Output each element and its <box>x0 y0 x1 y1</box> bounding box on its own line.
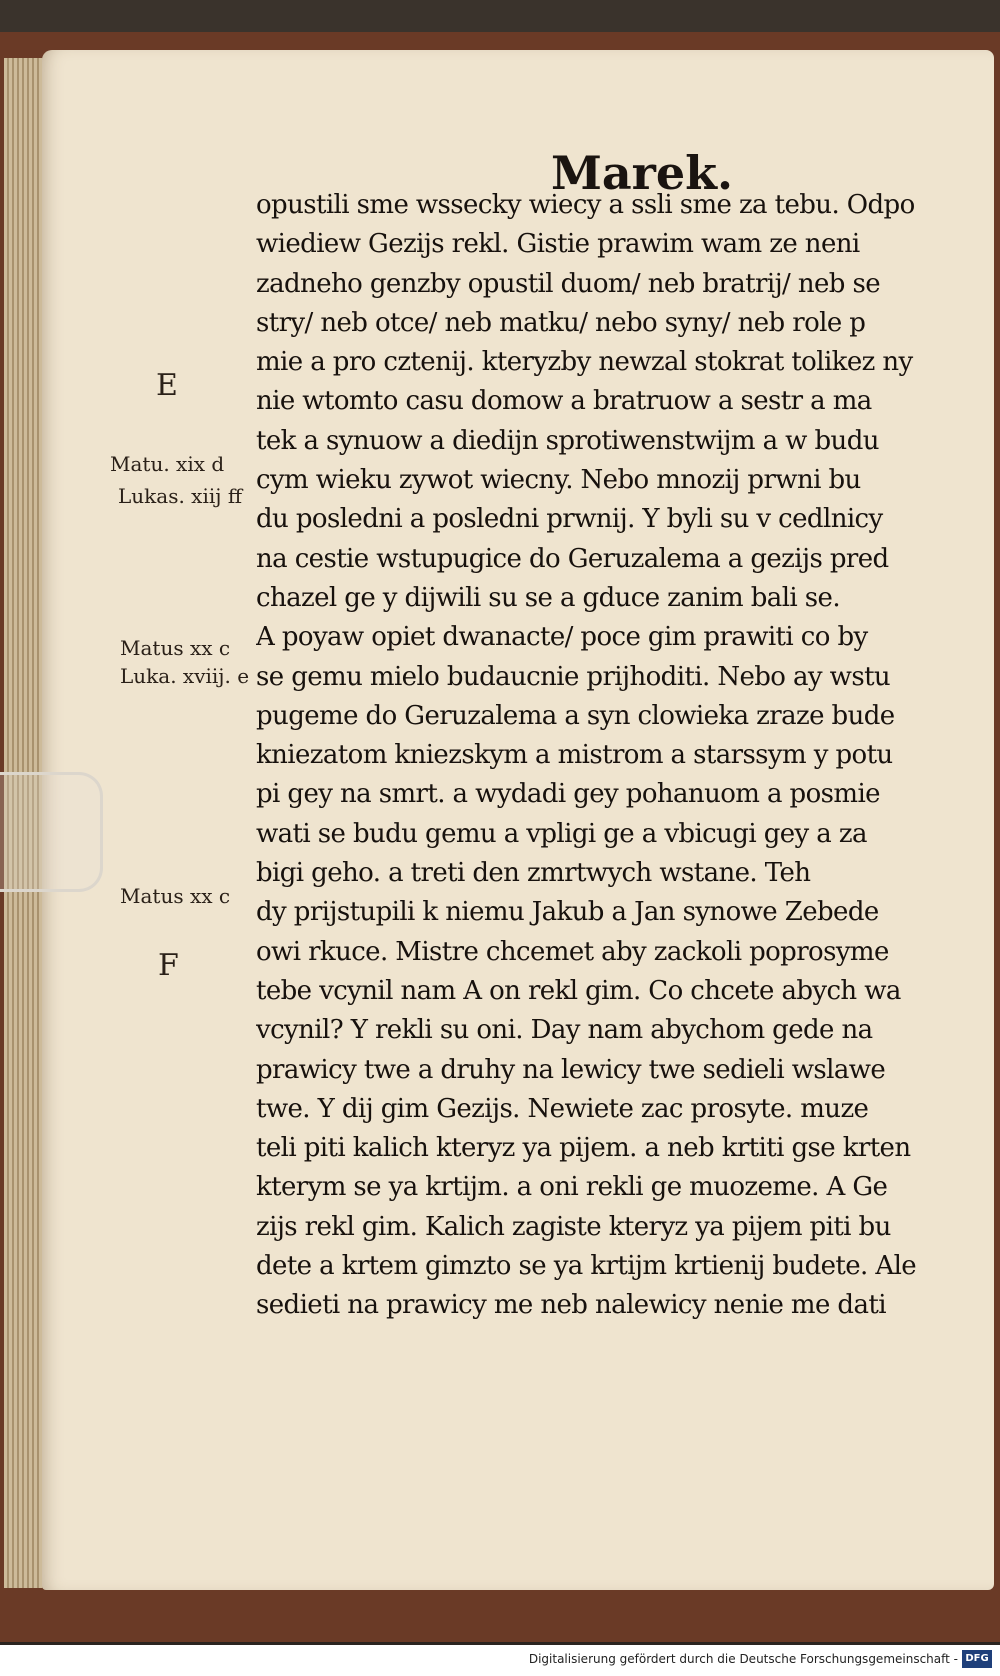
margin-section-letter-e: E <box>156 368 178 403</box>
text-line: zadneho genzby opustil duom/ neb bratrij/ neb se <box>256 268 881 299</box>
text-line: bigi geho. a treti den zmrtwych wstane. Teh <box>256 858 811 889</box>
text-line: sedieti na prawicy me neb nalewicy nenie me dati <box>256 1290 886 1321</box>
text-line: twe. Y dij gim Gezijs. Newiete zac prosyte. muze <box>256 1093 869 1124</box>
text-line: tek a synuow a diedijn sprotiwenstwijm a w budu <box>256 425 879 456</box>
text-line: cym wieku zywot wiecny. Nebo mnozij prwni bu <box>256 465 861 496</box>
text-line: du posledni a posledni prwnij. Y byli su v cedlnicy <box>256 504 883 535</box>
footer-credit: Digitalisierung gefördert durch die Deutsche Forschungsgemeinschaft - <box>528 1652 958 1666</box>
text-line: mie a pro cztenij. kteryzby newzal stokrat tolikez ny <box>256 347 913 378</box>
text-line: pugeme do Geruzalema a syn clowieka zraze bude <box>256 700 895 731</box>
text-line: dete a krtem gimzto se ya krtijm krtienij budete. Ale <box>256 1251 917 1282</box>
text-line: vcynil? Y rekli su oni. Day nam abychom gede na <box>256 1015 873 1046</box>
margin-reference: Matus xx c <box>120 884 231 908</box>
text-line: tebe vcynil nam A on rekl gim. Co chcete abych wa <box>256 975 901 1006</box>
margin-reference: Matu. xix d <box>110 452 225 476</box>
text-line: stry/ neb otce/ neb matku/ nebo syny/ neb role p <box>256 307 866 338</box>
text-line: chazel ge y dijwili su se a gduce zanim bali se. <box>256 582 840 613</box>
text-line: wiediew Gezijs rekl. Gistie prawim wam ze neni <box>256 229 860 260</box>
running-head: Marek. <box>550 146 734 200</box>
text-line: wati se budu gemu a vpligi ge a vbicugi gey a za <box>256 818 867 849</box>
margin-reference: Luka. xviij. e <box>120 664 250 688</box>
text-line: prawicy twe a druhy na lewicy twe sedieli wslawe <box>256 1054 886 1085</box>
text-line: nie wtomto casu domow a bratruow a sestr a ma <box>256 386 872 417</box>
body-text <box>256 186 966 1326</box>
text-line: dy prijstupili k niemu Jakub a Jan synowe Zebede <box>256 897 879 928</box>
margin-section-letter-f: F <box>158 948 179 983</box>
margin-reference: Matus xx c <box>120 636 231 660</box>
text-line: teli piti kalich kteryz ya pijem. a neb krtiti gse krten <box>256 1133 911 1164</box>
text-line: kterym se ya krtijm. a oni rekli ge muozeme. A Ge <box>256 1172 888 1203</box>
text-line: opustili sme wssecky wiecy a ssli sme za tebu. Odpo <box>256 190 915 220</box>
text-line: kniezatom kniezskym a mistrom a starssym y potu <box>256 740 893 771</box>
text-line: pi gey na smrt. a wydadi gey pohanuom a posmie <box>256 779 880 810</box>
text-line: A poyaw opiet dwanacte/ poce gim prawiti co by <box>256 622 868 653</box>
text-line: zijs rekl gim. Kalich zagiste kteryz ya pijem piti bu <box>256 1211 891 1242</box>
dfg-logo: DFG <box>962 1650 992 1668</box>
text-line: owi rkuce. Mistre chcemet aby zackoli poprosyme <box>256 936 889 967</box>
page-clip-holder <box>0 772 103 892</box>
text-line: na cestie wstupugice do Geruzalema a gezijs pred <box>256 543 889 574</box>
text-line: se gemu mielo budaucnie prijhoditi. Nebo ay wstu <box>256 661 891 692</box>
margin-reference: Lukas. xiij ff <box>118 484 243 508</box>
